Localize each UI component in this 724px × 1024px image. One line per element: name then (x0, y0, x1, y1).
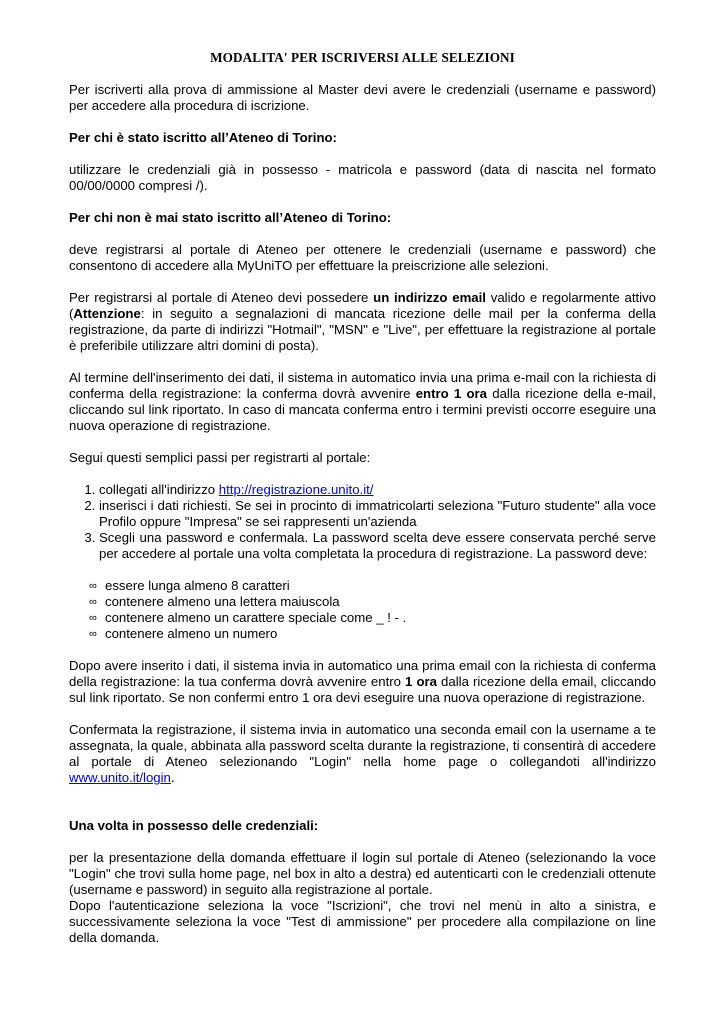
infinity-bullet-icon: ∞ (89, 628, 97, 640)
step-item: 2. inserisci i dati richiesti. Se sei in procinto di immatricolarti seleziona "Futuro studente" alla voce Profilo oppure "Impresa" se sei rappresenti un'azienda (99, 498, 656, 530)
attention-bold: Attenzione (73, 306, 141, 321)
list-item: ∞ contenere almeno una lettera maiuscola (89, 594, 340, 609)
infinity-bullet-icon: ∞ (89, 580, 97, 592)
document-page (69, 50, 656, 962)
step-item: 3. Scegli una password e confermala. La password scelta deve essere conservata perché serve per accedere al portale una volta completata la procedura di registrazione. La password deve: (99, 530, 656, 562)
confirm-paragraph: Al termine dell'inserimento dei dati, il sistema in automatico invia una prima e-mail con la richiesta di conferma della registrazione: la conferma dovrà avvenire entro 1 ora dalla ricezione della e-mail, cliccando sul link riportato. In caso di mancata conferma entro i termini previsti occorre eseguire una nuova operazione di registrazione. (69, 370, 656, 433)
document-title: MODALITA' PER ISCRIVERSI ALLE SELEZIONI (210, 50, 515, 65)
email-bold: un indirizzo email (373, 290, 486, 305)
steps-intro: Segui questi semplici passi per registrarti al portale: (69, 450, 371, 465)
list-item: ∞ contenere almeno un carattere speciale come _ ! - . (89, 610, 407, 625)
infinity-bullet-icon: ∞ (89, 596, 97, 608)
heading-credentials: Una volta in possesso delle credenziali: (69, 818, 319, 833)
intro-paragraph: Per iscriverti alla prova di ammissione al Master devi avere le credenziali (username e password) per accedere alla procedura di iscrizione. (69, 82, 656, 113)
final-paragraph-1: per la presentazione della domanda effettuare il login sul portale di Ateneo (selezionando la voce "Login" che trovi sulla home page, nel box in alto a destra) ed autenticarti con le credenziali ottenute (username e password) in seguito alla registrazione al portale. (69, 850, 656, 897)
password-rules-list (69, 578, 656, 642)
registered-paragraph: utilizzare le credenziali già in possesso - matricola e password (data di nascita nel formato 00/00/0000 compresi /). (69, 162, 656, 193)
one-hour-bold: 1 ora (405, 674, 437, 689)
spacer (69, 802, 656, 818)
email-paragraph: Per registrarsi al portale di Ateneo devi possedere un indirizzo email valido e regolarmente attivo (Attenzione: in seguito a segnalazioni di mancata ricezione delle mail per la conferma della registrazione, da parte di indirizzi "Hotmail", "MSN" e "Live", per effettuare la registrazione al portale è preferibile utilizzare altri domini di posta). (69, 290, 656, 353)
one-hour-bold: entro 1 ora (415, 386, 487, 401)
confirmed-paragraph: Confermata la registrazione, il sistema invia in automatico una seconda email con la username a te assegnata, la quale, abbinata alla password scelta durante la registrazione, ti consentirà di accedere al portale di Ateneo selezionando "Login" nella home page o collegandoti all'indirizzo www.unito.it/login. (69, 722, 656, 785)
step-item: 1. collegati all'indirizzo http://registrazione.unito.it/ (99, 482, 656, 498)
not-registered-paragraph: deve registrarsi al portale di Ateneo per ottenere le credenziali (username e password) che consentono di accedere alla MyUniTO per effettuare la preiscrizione alle selezioni. (69, 242, 656, 273)
after-paragraph: Dopo avere inserito i dati, il sistema invia in automatico una prima email con la richiesta di conferma della registrazione: la tua conferma dovrà avvenire entro 1 ora dalla ricezione della email, cliccando sul link riportato. Se non confermi entro 1 ora devi eseguire una nuova operazione di registrazione. (69, 658, 656, 705)
login-link[interactable]: www.unito.it/login (69, 770, 171, 785)
steps-list (69, 482, 656, 562)
infinity-bullet-icon: ∞ (89, 612, 97, 624)
registration-link[interactable]: http://registrazione.unito.it/ (218, 482, 374, 497)
list-item: ∞ contenere almeno un numero (89, 626, 278, 641)
final-paragraph-2: Dopo l'autenticazione seleziona la voce "Iscrizioni", che trovi nel menù in alto a sinistra, e successivamente seleziona la voce "Test di ammissione" per procedere alla compilazione on line della domanda. (69, 898, 656, 945)
heading-not-registered: Per chi non è mai stato iscritto all’Ateneo di Torino: (69, 210, 392, 225)
list-item: ∞ essere lunga almeno 8 caratteri (89, 578, 290, 593)
heading-registered: Per chi è stato iscritto all’Ateneo di Torino: (69, 130, 337, 145)
